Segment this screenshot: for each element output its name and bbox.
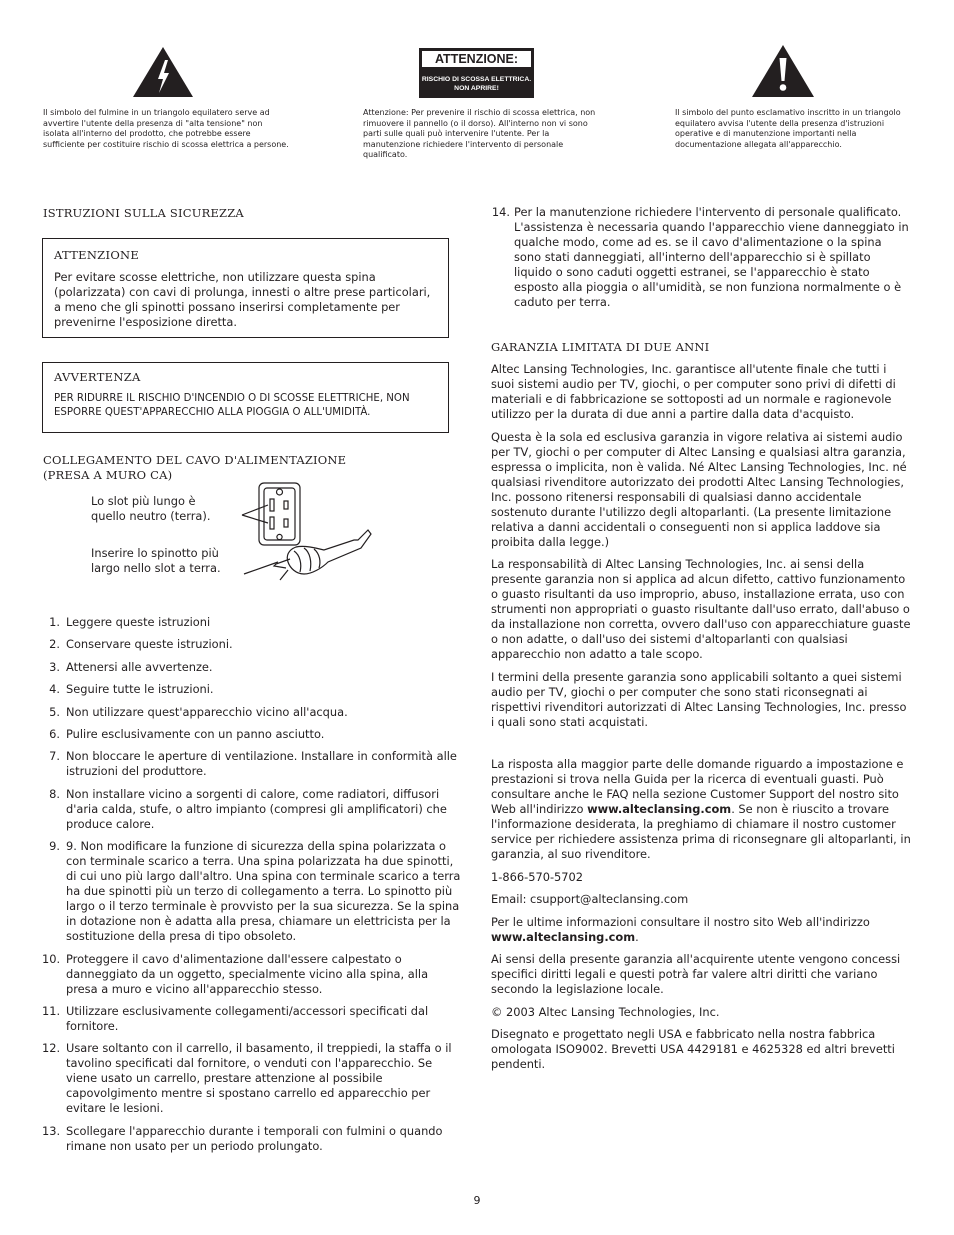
website-link[interactable]: www.alteclansing.com: [587, 802, 732, 816]
safety-item-14-text: Per la manutenzione richiedere l'intervento di personale qualificato. L'assistenza è necessaria quando l'apparecchio viene danneggiato in qualche modo, come ad es. se il cavo d'alimentazione o la spina sono stati danneggiati, all'interno dell'apparecchio si è spillato liquido o sono caduti oggetti estranei, se l'apparecchio è stato esposto alla pioggia o all'umidità, se non funziona normalmente o è caduto per terra.: [514, 205, 909, 309]
avvertenza-title: AVVERTENZA: [54, 370, 141, 384]
avvertenza-box: [42, 362, 449, 433]
support-paragraph: La risposta alla maggior parte delle domande riguardo a impostazione e prestazioni si trova nella Guida per la ricerca di eventuali guasti. Può consultare anche le FAQ nella sezione Customer Support del nostro sito Web all'indirizzo www.alteclansing.com. Se non è riuscito a trovare l'informazione desiderata, la preghiamo di chiamare il nostro customer service per richiedere assistenza prima di riconsegnare gli altoparlanti, in garanzia, al suo rivenditore.: [491, 757, 911, 861]
support-section: [491, 757, 911, 1080]
warranty-paragraph: La responsabilità di Altec Lansing Technologies, Inc. ai sensi della presente garanzia non si applica ad alcun difetto, cattivo funzionamento o guasto risultanti da uso improprio, abuso, installazione errata, uso con strumenti non appropriati o guasto risultante dall'uso errato, dall'abuso o da installazione non corretta, ovvero dall'uso con apparecchiature guaste o non adatte, o dall'uso dei sistemi d'altoparlanti con qualsiasi apparecchio non adatto a tale scopo.: [491, 557, 911, 661]
list-item: 12. Usare soltanto con il carrello, il basamento, il treppiedi, la staffa o il tavolino specificati dal fornitore, o venduti con l'apparecchio. Se viene usato un carrello, prestare attenzione al possibile capovolgimento mentre si spostano carrello ed apparecchio per evitare le lesioni.: [42, 1041, 452, 1116]
attention-label: [419, 48, 534, 98]
support-email: Email: csupport@alteclansing.com: [491, 892, 689, 906]
list-item: 2. Conservare queste istruzioni.: [49, 637, 233, 652]
warranty-heading: GARANZIA LIMITATA DI DUE ANNI: [491, 340, 710, 354]
rights-paragraph: Ai sensi della presente garanzia all'acquirente utente vengono concessi specifici diritti legali e questi potrà far valere altri diritti che variano secondo la legislazione locale.: [491, 952, 901, 996]
attenzione-text: Per evitare scosse elettriche, non utilizzare questa spina (polarizzata) con cavi di prolunga, innesti o altre prese particolari, a meno che gli spinotti possano inserirsi completamente per prevenirne l'esposizione diretta.: [54, 270, 431, 329]
warranty-section: [491, 362, 911, 737]
list-item: 6. Pulire esclusivamente con un panno asciutto.: [49, 726, 325, 741]
design-paragraph: Disegnato e progettato negli USA e fabbricato nella nostra fabbrica omologata ISO9002. Brevetti USA 4429181 e 4625328 ed altri brevetti pendenti.: [491, 1027, 895, 1071]
attention-label-line1: RISCHIO DI SCOSSA ELETTRICA.: [421, 76, 532, 83]
diagram-label-neutral: Lo slot più lungo è quello neutro (terra).: [91, 494, 211, 523]
support-phone: 1-866-570-5702: [491, 869, 584, 884]
warranty-paragraph: Questa è la sola ed esclusiva garanzia in vigore relativa ai sistemi audio per TV, giochi o per computer di Altec Lansing e qualsiasi altra garanzia, espressa o implicita, non è valida. Né Altec Lansing Technologies, Inc. né qualsiasi rivenditore autorizzato dei prodotti Altec Lansing Technologies, Inc. possono ritenersi responsabili di qualsiasi danno accidentale sostenuto durante l'utilizzo degli altoparlanti. (La presente limitazione relativa a danni accidentali o conseguenti non si applica laddove sia proibita dalla legge.): [491, 429, 907, 549]
list-item: 8. Non installare vicino a sorgenti di calore, come radiatori, diffusori d'aria calda, stufe, o altro impianto (compresi gli amplificatori) che produce calore.: [49, 786, 447, 831]
attention-label-title: ATTENZIONE:: [422, 51, 531, 67]
avvertenza-text: PER RIDURRE IL RISCHIO D'INCENDIO O DI SCOSSE ELETTRICHE, NON ESPORRE QUEST'APPARECCHIO ALLA PIOGGIA O ALL'UMIDITÀ.: [54, 393, 410, 418]
list-item: 10. Proteggere il cavo d'alimentazione dall'essere calpestato o danneggiato da un oggetto, specialmente vicino alla spina, alla presa a muro e vicino all'apparecchio stesso.: [42, 951, 429, 996]
outlet-plug-icon: [230, 482, 376, 592]
diagram-label-ground: Inserire lo spinotto più largo nello slot a terra.: [91, 546, 221, 575]
list-item: 7. Non bloccare le aperture di ventilazione. Installare in conformità alle istruzioni del produttore.: [49, 749, 457, 779]
attenzione-box: [42, 238, 449, 338]
safety-item-14: [490, 205, 910, 310]
power-heading-line2: (PRESA A MURO CA): [43, 468, 173, 482]
list-item: 5. Non utilizzare quest'apparecchio vicino all'acqua.: [49, 704, 348, 719]
attention-warning-text: Attenzione: Per prevenire il rischio di scossa elettrica, non rimuovere il pannello (o il dorso). All'interno non vi sono parti sulle quali può intervenire l'utente. Per la manutenzione richiedere l'intervento di personale qualificato.: [363, 108, 596, 159]
power-heading-line1: COLLEGAMENTO DEL CAVO D'ALIMENTAZIONE: [43, 453, 347, 467]
latest-info-paragraph: Per le ultime informazioni consultare il nostro sito Web all'indirizzo www.alteclansing.com.: [491, 914, 870, 944]
attention-label-line2: NON APRIRE!: [454, 85, 499, 92]
list-item: 9. 9. Non modificare la funzione di sicurezza della spina polarizzata o con terminale scarico a terra. Una spina polarizzata ha due spinotti, di cui uno più largo dall'altro. Una spina con terminale scarico a terra ha due spinotti più un terzo di collegamento a terra. Lo spinotto più largo o il terzo terminale è provvisto per la sua sicurezza. Se la spina in dotazione non è adatta alla presa, chiamare un elettricista per la sostituzione della presa di tipo obsoleto.: [49, 839, 461, 944]
copyright-text: © 2003 Altec Lansing Technologies, Inc.: [491, 1004, 720, 1019]
warranty-paragraph: I termini della presente garanzia sono applicabili soltanto a quei sistemi audio per TV, giochi o per computer che sono stati riconsegnati ai rispettivi rivenditori autorizzati di Altec Lansing Technologies, Inc. presso i quali sono stati acquistati.: [491, 669, 907, 729]
website-link[interactable]: www.alteclansing.com: [491, 929, 636, 944]
list-item: 4. Seguire tutte le istruzioni.: [49, 682, 214, 697]
list-item: 11. Utilizzare esclusivamente collegamenti/accessori specificati dal fornitore.: [42, 1003, 429, 1033]
attenzione-title: ATTENZIONE: [54, 248, 140, 262]
exclamation-warning-text: Il simbolo del punto esclamativo inscritto in un triangolo equilatero avvisa l'utente della presenza d'istruzioni operative e di manutenzione importanti nella documentazione allegata all'apparecchio.: [675, 108, 901, 149]
list-item: 1. Leggere queste istruzioni: [49, 615, 211, 629]
list-item: 3. Attenersi alle avvertenze.: [49, 659, 213, 674]
safety-instructions-list: [42, 615, 462, 1161]
page-number: 9: [473, 1194, 481, 1207]
lightning-warning-icon: [132, 46, 194, 98]
safety-item-14-number: 14.: [491, 205, 510, 219]
exclamation-warning-icon: [751, 44, 815, 98]
list-item: 13. Scollegare l'apparecchio durante i temporali con fulmini o quando rimane non usato per un periodo prolungato.: [42, 1123, 443, 1153]
safety-heading: ISTRUZIONI SULLA SICUREZZA: [43, 206, 244, 220]
lightning-warning-text: Il simbolo del fulmine in un triangolo equilatero serve ad avvertire l'utente della presenza di "alta tensione" non isolata all'interno del prodotto, che potrebbe essere sufficiente per costituire rischio di scossa elettrica a persone.: [43, 108, 289, 149]
power-heading: [43, 453, 346, 483]
warranty-paragraph: Altec Lansing Technologies, Inc. garantisce all'utente finale che tutti i suoi sistemi audio per TV, giochi, o per computer sono privi di difetti di materiali e di fabbricazione se sottoposti ad un normale e ragionevole utilizzo per la durata di due anni a partire dalla data d'acquisto.: [491, 362, 896, 421]
